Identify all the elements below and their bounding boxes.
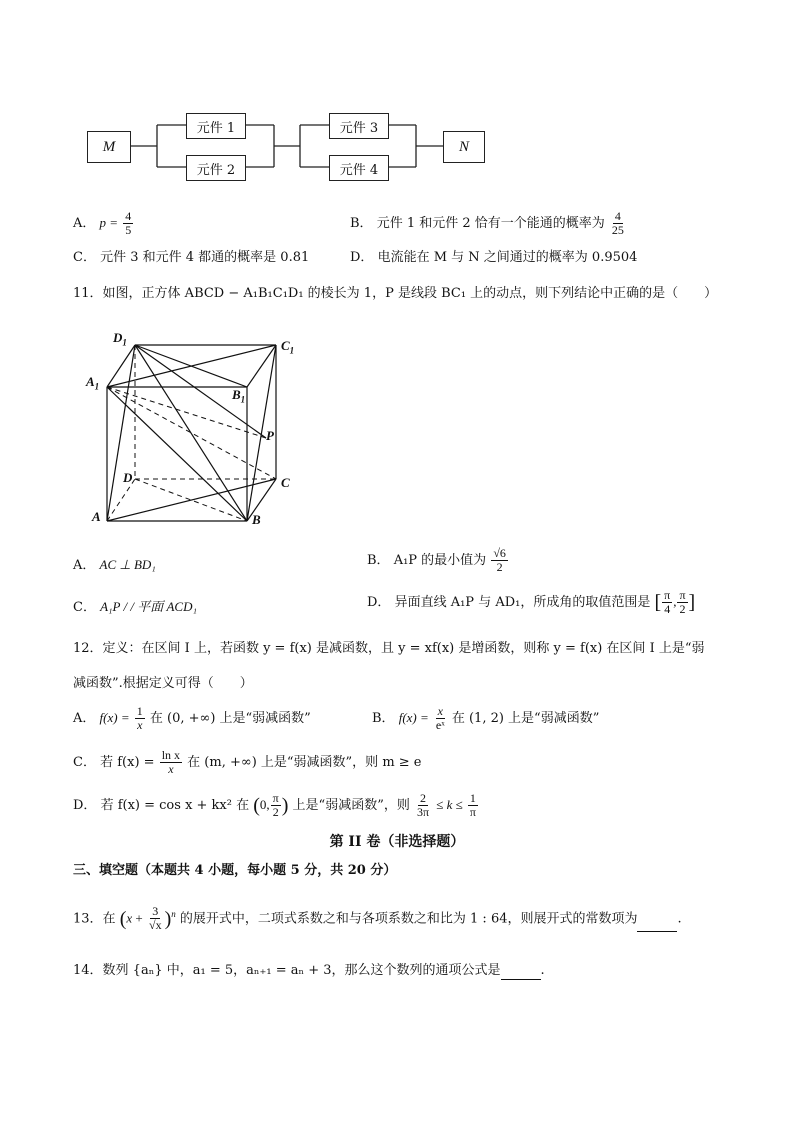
variable-x: x: [126, 910, 133, 926]
q12-option-c: [73, 749, 422, 776]
section3-title: 三、填空题（本题共 4 小题，每小题 5 分，共 20 分）: [73, 863, 397, 878]
q12-option-d: [73, 792, 479, 819]
circuit-wires: [0, 0, 794, 200]
q12-option-b: [372, 705, 599, 732]
numerator: 4: [125, 209, 132, 223]
option-label: C．: [73, 755, 96, 770]
numerator: √6: [493, 546, 506, 560]
exponent: n: [171, 909, 176, 919]
option-text: 电流能在 M 与 N 之间通过的概率为 0.9504: [377, 250, 638, 265]
q14-text: 14．数列 {aₙ} 中，a₁ = 5，aₙ₊₁ = aₙ + 3，那么这个数列的通项公式是: [73, 963, 501, 978]
option-label: D．: [350, 250, 374, 265]
cube-figure: [80, 325, 310, 535]
fraction-interval: [271, 792, 281, 819]
numerator: 1: [136, 704, 143, 718]
denominator: 2: [496, 560, 503, 574]
vertex-letter: B: [232, 387, 241, 402]
node-m: M: [87, 131, 131, 163]
paren-close: ): [281, 794, 289, 817]
paren-open: (: [253, 794, 260, 817]
option-text: 异面直线 A₁P 与 AD₁，所成角的取值范围是: [394, 595, 651, 610]
option-label: B．: [350, 216, 373, 231]
fraction-high: [677, 589, 687, 616]
option-text: A₁P 的最小值为: [393, 553, 487, 568]
option-text: 在 (1, 2) 上是“弱减函数”: [451, 711, 600, 726]
option-label: B．: [372, 711, 395, 726]
denominator: 3π: [416, 805, 430, 819]
option-label: A．: [73, 558, 96, 573]
option-text: 上是“弱减函数”，则: [292, 798, 410, 813]
vertex-letter: A: [86, 374, 95, 389]
denominator: x: [168, 762, 174, 776]
option-text: AC ⊥ BD₁: [99, 557, 156, 572]
q11-option-c: [73, 598, 197, 617]
component-1: 元件 1: [186, 113, 246, 139]
option-expr: f(x) =: [398, 710, 429, 725]
option-text: 元件 1 和元件 2 恰有一个能通的概率为: [376, 216, 605, 231]
cube-label-c: C: [281, 475, 290, 490]
numerator: π: [664, 588, 671, 602]
fraction: [491, 547, 508, 574]
fraction-high: [468, 792, 478, 819]
option-label: A．: [73, 711, 96, 726]
q10-option-b: [350, 210, 627, 237]
q10-option-c: [73, 249, 309, 267]
option-text: 元件 3 和元件 4 都通的概率是 0.81: [100, 250, 310, 265]
option-text: A₁P / / 平面 ACD₁: [100, 599, 198, 614]
fraction: [123, 210, 133, 237]
denominator: π: [469, 805, 476, 819]
denominator: x: [137, 718, 143, 732]
denominator: 5: [125, 223, 132, 237]
q11-option-a: [73, 556, 156, 575]
part2-title: 第 II 卷（非选择题）: [329, 834, 465, 850]
inequality: ≤ k ≤: [436, 797, 463, 812]
fraction-low: [415, 792, 431, 819]
q10-option-d: [350, 249, 637, 267]
node-n: N: [443, 131, 485, 163]
denominator: √x: [148, 918, 162, 933]
q11-stem: 11．如图，正方体 ABCD − A₁B₁C₁D₁ 的棱长为 1，P 是线段 BC₁ 上的动点，则下列结论中正确的是（ ）: [73, 286, 718, 301]
vertex-letter: D: [113, 330, 123, 345]
option-label: D．: [367, 595, 391, 610]
numerator: π: [679, 588, 686, 602]
option-text: 在 (0, +∞) 上是“弱减函数”: [149, 711, 311, 726]
denominator: eˣ: [435, 718, 445, 732]
component-2: 元件 2: [186, 155, 246, 181]
denominator: 2: [679, 602, 686, 616]
option-expr: 若 f(x) = cos x + kx² 在: [100, 798, 250, 813]
interval-start: 0,: [259, 797, 270, 812]
cube-label-b: B: [252, 512, 261, 527]
option-label: C．: [73, 600, 96, 615]
option-label: A．: [73, 216, 96, 231]
option-label: C．: [73, 250, 96, 265]
cube-label-a1: [86, 374, 99, 392]
cube-label-b1: [232, 387, 245, 405]
cube-label-d: D: [123, 470, 133, 485]
cube-label-d1: [113, 330, 127, 348]
option-expr: p =: [99, 215, 119, 230]
q12-stem-line2: 减函数”.根据定义可得（ ）: [73, 676, 253, 691]
option-text: 在 (m, +∞) 上是“弱减函数”，则 m ≥ e: [187, 755, 422, 770]
cube-label-p: P: [266, 428, 274, 443]
vertex-subscript: 1: [289, 345, 295, 356]
q10-option-a: [73, 210, 134, 237]
q11-option-b: [367, 547, 509, 574]
cube-label-c1: [281, 338, 294, 356]
answer-blank[interactable]: [637, 918, 677, 932]
q13-text: 的展开式中，二项式系数之和与各项系数之和比为 1 : 64，则展开式的常数项为: [179, 911, 638, 927]
q14-end: .: [540, 963, 545, 978]
numerator: 4: [614, 209, 621, 223]
vertex-letter: C: [281, 338, 290, 353]
fraction: [610, 210, 626, 237]
paren-close: ): [164, 907, 172, 930]
denominator: 4: [664, 602, 671, 616]
paren-open: (: [119, 907, 127, 930]
numerator: x: [437, 704, 443, 718]
q13-end: .: [677, 911, 682, 927]
q11-option-d: [367, 589, 695, 616]
vertex-subscript: 1: [240, 394, 246, 405]
q13-pre: 13．在: [73, 911, 116, 927]
q14: [73, 962, 545, 980]
comma: ,: [673, 594, 677, 609]
bracket-close: ]: [688, 591, 696, 614]
fraction-low: [662, 589, 672, 616]
q13: [73, 905, 682, 932]
option-label: B．: [367, 553, 390, 568]
answer-blank[interactable]: [501, 966, 541, 980]
option-expr: f(x) =: [99, 710, 130, 725]
fraction: [135, 705, 145, 732]
bracket-open: [: [654, 591, 662, 614]
plus-sign: +: [132, 910, 146, 926]
numerator: 2: [420, 791, 427, 805]
q12-stem-line1: 12．定义：在区间 I 上，若函数 y = f(x) 是减函数，且 y = xf(x) 是增函数，则称 y = f(x) 在区间 I 上是“弱: [73, 641, 705, 656]
vertex-subscript: 1: [122, 337, 127, 348]
cube-label-a: A: [92, 509, 101, 524]
denominator: 25: [611, 223, 624, 237]
fraction: [434, 705, 447, 732]
numerator: 3: [152, 904, 159, 919]
vertex-subscript: 1: [94, 381, 100, 392]
denominator: 2: [272, 805, 279, 819]
component-4: 元件 4: [329, 155, 389, 181]
q12-option-a: [73, 705, 311, 732]
numerator: ln x: [161, 748, 181, 762]
option-expr: 若 f(x) =: [100, 755, 155, 770]
numerator: π: [272, 791, 279, 805]
option-label: D．: [73, 798, 97, 813]
component-3: 元件 3: [329, 113, 389, 139]
fraction: [160, 749, 182, 776]
numerator: 1: [469, 791, 476, 805]
fraction: [147, 905, 164, 932]
